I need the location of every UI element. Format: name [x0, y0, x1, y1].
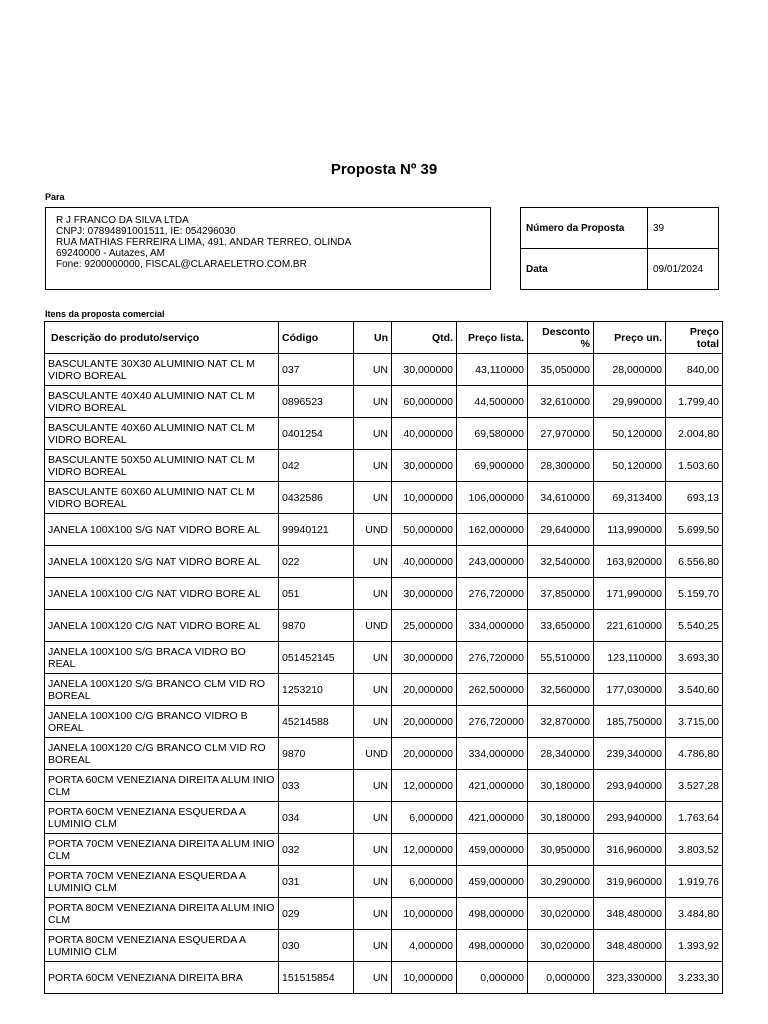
- cell-unit: UND: [354, 738, 392, 770]
- cell-list-price: 44,500000: [457, 386, 528, 418]
- cell-quantity: 30,000000: [392, 450, 457, 482]
- cell-code: 022: [279, 546, 354, 578]
- table-row: [45, 802, 723, 834]
- cell-code: 9870: [279, 738, 354, 770]
- cell-list-price: 43,110000: [457, 354, 528, 386]
- table-row: [45, 450, 723, 482]
- cell-total-price: 3.803,52: [666, 834, 723, 866]
- cell-unit: UN: [354, 802, 392, 834]
- cell-description: PORTA 70CM VENEZIANA DIREITA ALUM INIO CLM: [45, 834, 279, 866]
- cell-description: JANELA 100X100 C/G NAT VIDRO BORE AL: [45, 578, 279, 610]
- cell-unit: UN: [354, 930, 392, 962]
- cell-description: PORTA 60CM VENEZIANA ESQUERDA A LUMINIO CLM: [45, 802, 279, 834]
- recipient-address: RUA MATHIAS FERREIRA LIMA, 491, ANDAR TERREO, OLINDA: [56, 237, 352, 248]
- col-header-list-price: Preço lista.: [457, 322, 528, 354]
- cell-quantity: 40,000000: [392, 546, 457, 578]
- cell-total-price: 3.233,30: [666, 962, 723, 994]
- cell-quantity: 12,000000: [392, 834, 457, 866]
- recipient-name: R J FRANCO DA SILVA LTDA: [56, 215, 189, 226]
- cell-description: JANELA 100X120 S/G BRANCO CLM VID RO BOREAL: [45, 674, 279, 706]
- cell-code: 030: [279, 930, 354, 962]
- cell-description: JANELA 100X120 C/G NAT VIDRO BORE AL: [45, 610, 279, 642]
- cell-code: 0401254: [279, 418, 354, 450]
- cell-unit: UN: [354, 578, 392, 610]
- cell-unit-price: 348,480000: [594, 898, 666, 930]
- table-row: [45, 962, 723, 994]
- cell-unit: UN: [354, 706, 392, 738]
- col-header-unit: Un: [354, 322, 392, 354]
- cell-code: 1253210: [279, 674, 354, 706]
- items-body: [45, 354, 723, 994]
- cell-discount: 29,640000: [528, 514, 594, 546]
- recipient-contact: Fone: 9200000000, FISCAL@CLARAELETRO.COM.BR: [56, 259, 307, 270]
- table-row: [45, 418, 723, 450]
- cell-unit: UN: [354, 866, 392, 898]
- cell-list-price: 106,000000: [457, 482, 528, 514]
- cell-total-price: 3.693,30: [666, 642, 723, 674]
- cell-discount: 30,180000: [528, 802, 594, 834]
- cell-code: 45214588: [279, 706, 354, 738]
- cell-list-price: 334,000000: [457, 610, 528, 642]
- cell-list-price: 498,000000: [457, 898, 528, 930]
- cell-list-price: 421,000000: [457, 802, 528, 834]
- table-row: [45, 546, 723, 578]
- cell-code: 042: [279, 450, 354, 482]
- cell-description: JANELA 100X120 S/G NAT VIDRO BORE AL: [45, 546, 279, 578]
- cell-unit-price: 177,030000: [594, 674, 666, 706]
- proposal-date-label: Data: [521, 249, 648, 290]
- table-row: [45, 898, 723, 930]
- cell-unit: UN: [354, 450, 392, 482]
- cell-unit-price: 50,120000: [594, 450, 666, 482]
- cell-quantity: 4,000000: [392, 930, 457, 962]
- table-row: [45, 834, 723, 866]
- cell-total-price: 3.715,00: [666, 706, 723, 738]
- cell-list-price: 459,000000: [457, 866, 528, 898]
- cell-total-price: 840,00: [666, 354, 723, 386]
- cell-list-price: 262,500000: [457, 674, 528, 706]
- cell-total-price: 1.763,64: [666, 802, 723, 834]
- cell-discount: 30,290000: [528, 866, 594, 898]
- cell-quantity: 6,000000: [392, 866, 457, 898]
- cell-unit-price: 69,313400: [594, 482, 666, 514]
- items-section-label: Itens da proposta comercial: [45, 309, 165, 319]
- cell-description: BASCULANTE 40X40 ALUMINIO NAT CL M VIDRO BOREAL: [45, 386, 279, 418]
- table-row: [45, 866, 723, 898]
- cell-unit-price: 323,330000: [594, 962, 666, 994]
- cell-unit: UN: [354, 674, 392, 706]
- col-header-total-price: Preço total: [666, 322, 723, 354]
- cell-total-price: 4.786,80: [666, 738, 723, 770]
- cell-list-price: 498,000000: [457, 930, 528, 962]
- cell-description: BASCULANTE 40X60 ALUMINIO NAT CL M VIDRO BOREAL: [45, 418, 279, 450]
- cell-list-price: 276,720000: [457, 578, 528, 610]
- table-row: [45, 610, 723, 642]
- cell-quantity: 50,000000: [392, 514, 457, 546]
- items-header-row: [45, 322, 723, 354]
- cell-unit-price: 316,960000: [594, 834, 666, 866]
- cell-list-price: 69,900000: [457, 450, 528, 482]
- cell-unit: UND: [354, 610, 392, 642]
- table-row: [45, 674, 723, 706]
- cell-quantity: 60,000000: [392, 386, 457, 418]
- col-header-quantity: Qtd.: [392, 322, 457, 354]
- recipient-city: 69240000 - Autazes, AM: [56, 248, 165, 259]
- cell-quantity: 30,000000: [392, 354, 457, 386]
- cell-discount: 30,020000: [528, 930, 594, 962]
- cell-description: BASCULANTE 50X50 ALUMINIO NAT CL M VIDRO BOREAL: [45, 450, 279, 482]
- cell-discount: 32,560000: [528, 674, 594, 706]
- proposal-date-row: [521, 249, 719, 290]
- col-header-code: Código: [279, 322, 354, 354]
- cell-quantity: 12,000000: [392, 770, 457, 802]
- cell-discount: 32,540000: [528, 546, 594, 578]
- cell-unit: UN: [354, 770, 392, 802]
- proposal-date-value: 09/01/2024: [648, 249, 719, 290]
- cell-code: 0896523: [279, 386, 354, 418]
- cell-code: 99940121: [279, 514, 354, 546]
- cell-description: PORTA 80CM VENEZIANA DIREITA ALUM INIO CLM: [45, 898, 279, 930]
- page-title: Proposta Nº 39: [330, 161, 438, 178]
- cell-list-price: 162,000000: [457, 514, 528, 546]
- cell-description: BASCULANTE 60X60 ALUMINIO NAT CL M VIDRO BOREAL: [45, 482, 279, 514]
- cell-discount: 33,650000: [528, 610, 594, 642]
- col-header-unit-price: Preço un.: [594, 322, 666, 354]
- table-row: [45, 386, 723, 418]
- cell-total-price: 6.556,80: [666, 546, 723, 578]
- cell-quantity: 30,000000: [392, 578, 457, 610]
- cell-quantity: 20,000000: [392, 674, 457, 706]
- cell-unit: UN: [354, 354, 392, 386]
- cell-code: 033: [279, 770, 354, 802]
- cell-total-price: 693,13: [666, 482, 723, 514]
- cell-code: 151515854: [279, 962, 354, 994]
- cell-total-price: 3.527,28: [666, 770, 723, 802]
- cell-unit-price: 239,340000: [594, 738, 666, 770]
- cell-discount: 30,020000: [528, 898, 594, 930]
- cell-discount: 0,000000: [528, 962, 594, 994]
- cell-description: PORTA 60CM VENEZIANA DIREITA ALUM INIO CLM: [45, 770, 279, 802]
- cell-unit-price: 163,920000: [594, 546, 666, 578]
- cell-total-price: 1.919,76: [666, 866, 723, 898]
- cell-quantity: 10,000000: [392, 898, 457, 930]
- cell-unit-price: 50,120000: [594, 418, 666, 450]
- cell-unit: UN: [354, 834, 392, 866]
- cell-quantity: 20,000000: [392, 706, 457, 738]
- col-header-description: Descrição do produto/serviço: [45, 322, 279, 354]
- cell-discount: 35,050000: [528, 354, 594, 386]
- cell-list-price: 276,720000: [457, 642, 528, 674]
- cell-description: JANELA 100X100 S/G BRACA VIDRO BO REAL: [45, 642, 279, 674]
- cell-unit-price: 28,000000: [594, 354, 666, 386]
- cell-total-price: 5.699,50: [666, 514, 723, 546]
- cell-code: 9870: [279, 610, 354, 642]
- proposal-number-label: Número da Proposta: [521, 208, 648, 249]
- cell-description: JANELA 100X100 S/G NAT VIDRO BORE AL: [45, 514, 279, 546]
- cell-list-price: 69,580000: [457, 418, 528, 450]
- table-row: [45, 642, 723, 674]
- cell-description: PORTA 80CM VENEZIANA ESQUERDA A LUMINIO CLM: [45, 930, 279, 962]
- cell-total-price: 3.484,80: [666, 898, 723, 930]
- cell-unit-price: 29,990000: [594, 386, 666, 418]
- cell-description: JANELA 100X120 C/G BRANCO CLM VID RO BOREAL: [45, 738, 279, 770]
- cell-total-price: 1.503,60: [666, 450, 723, 482]
- cell-list-price: 421,000000: [457, 770, 528, 802]
- cell-total-price: 1.799,40: [666, 386, 723, 418]
- proposal-number-value: 39: [648, 208, 719, 249]
- cell-description: PORTA 70CM VENEZIANA ESQUERDA A LUMINIO CLM: [45, 866, 279, 898]
- table-row: [45, 482, 723, 514]
- table-row: [45, 770, 723, 802]
- cell-unit: UN: [354, 898, 392, 930]
- cell-code: 0432586: [279, 482, 354, 514]
- cell-list-price: 243,000000: [457, 546, 528, 578]
- col-header-discount: Desconto %: [528, 322, 594, 354]
- cell-unit-price: 123,110000: [594, 642, 666, 674]
- proposal-number-row: [521, 208, 719, 249]
- cell-discount: 55,510000: [528, 642, 594, 674]
- cell-total-price: 5.159,70: [666, 578, 723, 610]
- cell-quantity: 10,000000: [392, 482, 457, 514]
- table-row: [45, 514, 723, 546]
- cell-total-price: 5.540,25: [666, 610, 723, 642]
- recipient-section-label: Para: [45, 192, 65, 202]
- table-row: [45, 578, 723, 610]
- table-row: [45, 738, 723, 770]
- cell-code: 051452145: [279, 642, 354, 674]
- cell-unit-price: 113,990000: [594, 514, 666, 546]
- recipient-box: [45, 207, 491, 290]
- cell-quantity: 20,000000: [392, 738, 457, 770]
- cell-unit: UN: [354, 642, 392, 674]
- cell-description: BASCULANTE 30X30 ALUMINIO NAT CL M VIDRO BOREAL: [45, 354, 279, 386]
- cell-unit-price: 319,960000: [594, 866, 666, 898]
- cell-code: 031: [279, 866, 354, 898]
- cell-total-price: 2.004,80: [666, 418, 723, 450]
- cell-quantity: 30,000000: [392, 642, 457, 674]
- cell-unit: UN: [354, 482, 392, 514]
- cell-discount: 27,970000: [528, 418, 594, 450]
- cell-discount: 34,610000: [528, 482, 594, 514]
- table-row: [45, 354, 723, 386]
- table-row: [45, 706, 723, 738]
- cell-code: 037: [279, 354, 354, 386]
- cell-quantity: 25,000000: [392, 610, 457, 642]
- cell-quantity: 40,000000: [392, 418, 457, 450]
- cell-unit-price: 348,480000: [594, 930, 666, 962]
- items-table: [44, 321, 723, 994]
- cell-unit-price: 171,990000: [594, 578, 666, 610]
- cell-discount: 28,340000: [528, 738, 594, 770]
- cell-list-price: 334,000000: [457, 738, 528, 770]
- cell-discount: 37,850000: [528, 578, 594, 610]
- cell-quantity: 6,000000: [392, 802, 457, 834]
- proposal-meta-table: [520, 207, 719, 290]
- cell-description: PORTA 60CM VENEZIANA DIREITA BRA: [45, 962, 279, 994]
- table-row: [45, 930, 723, 962]
- cell-unit-price: 293,940000: [594, 770, 666, 802]
- cell-total-price: 3.540,60: [666, 674, 723, 706]
- cell-discount: 30,180000: [528, 770, 594, 802]
- cell-code: 029: [279, 898, 354, 930]
- cell-list-price: 0,000000: [457, 962, 528, 994]
- cell-unit: UN: [354, 386, 392, 418]
- cell-unit-price: 185,750000: [594, 706, 666, 738]
- cell-description: JANELA 100X100 C/G BRANCO VIDRO B OREAL: [45, 706, 279, 738]
- cell-list-price: 276,720000: [457, 706, 528, 738]
- cell-discount: 30,950000: [528, 834, 594, 866]
- cell-code: 034: [279, 802, 354, 834]
- cell-total-price: 1.393,92: [666, 930, 723, 962]
- recipient-tax-ids: CNPJ: 07894891001511, IE: 054296030: [56, 226, 236, 237]
- cell-code: 032: [279, 834, 354, 866]
- cell-unit: UN: [354, 418, 392, 450]
- cell-quantity: 10,000000: [392, 962, 457, 994]
- cell-unit-price: 221,610000: [594, 610, 666, 642]
- cell-discount: 28,300000: [528, 450, 594, 482]
- cell-discount: 32,870000: [528, 706, 594, 738]
- cell-list-price: 459,000000: [457, 834, 528, 866]
- cell-discount: 32,610000: [528, 386, 594, 418]
- cell-unit: UN: [354, 546, 392, 578]
- cell-unit: UN: [354, 962, 392, 994]
- cell-unit: UND: [354, 514, 392, 546]
- cell-code: 051: [279, 578, 354, 610]
- cell-unit-price: 293,940000: [594, 802, 666, 834]
